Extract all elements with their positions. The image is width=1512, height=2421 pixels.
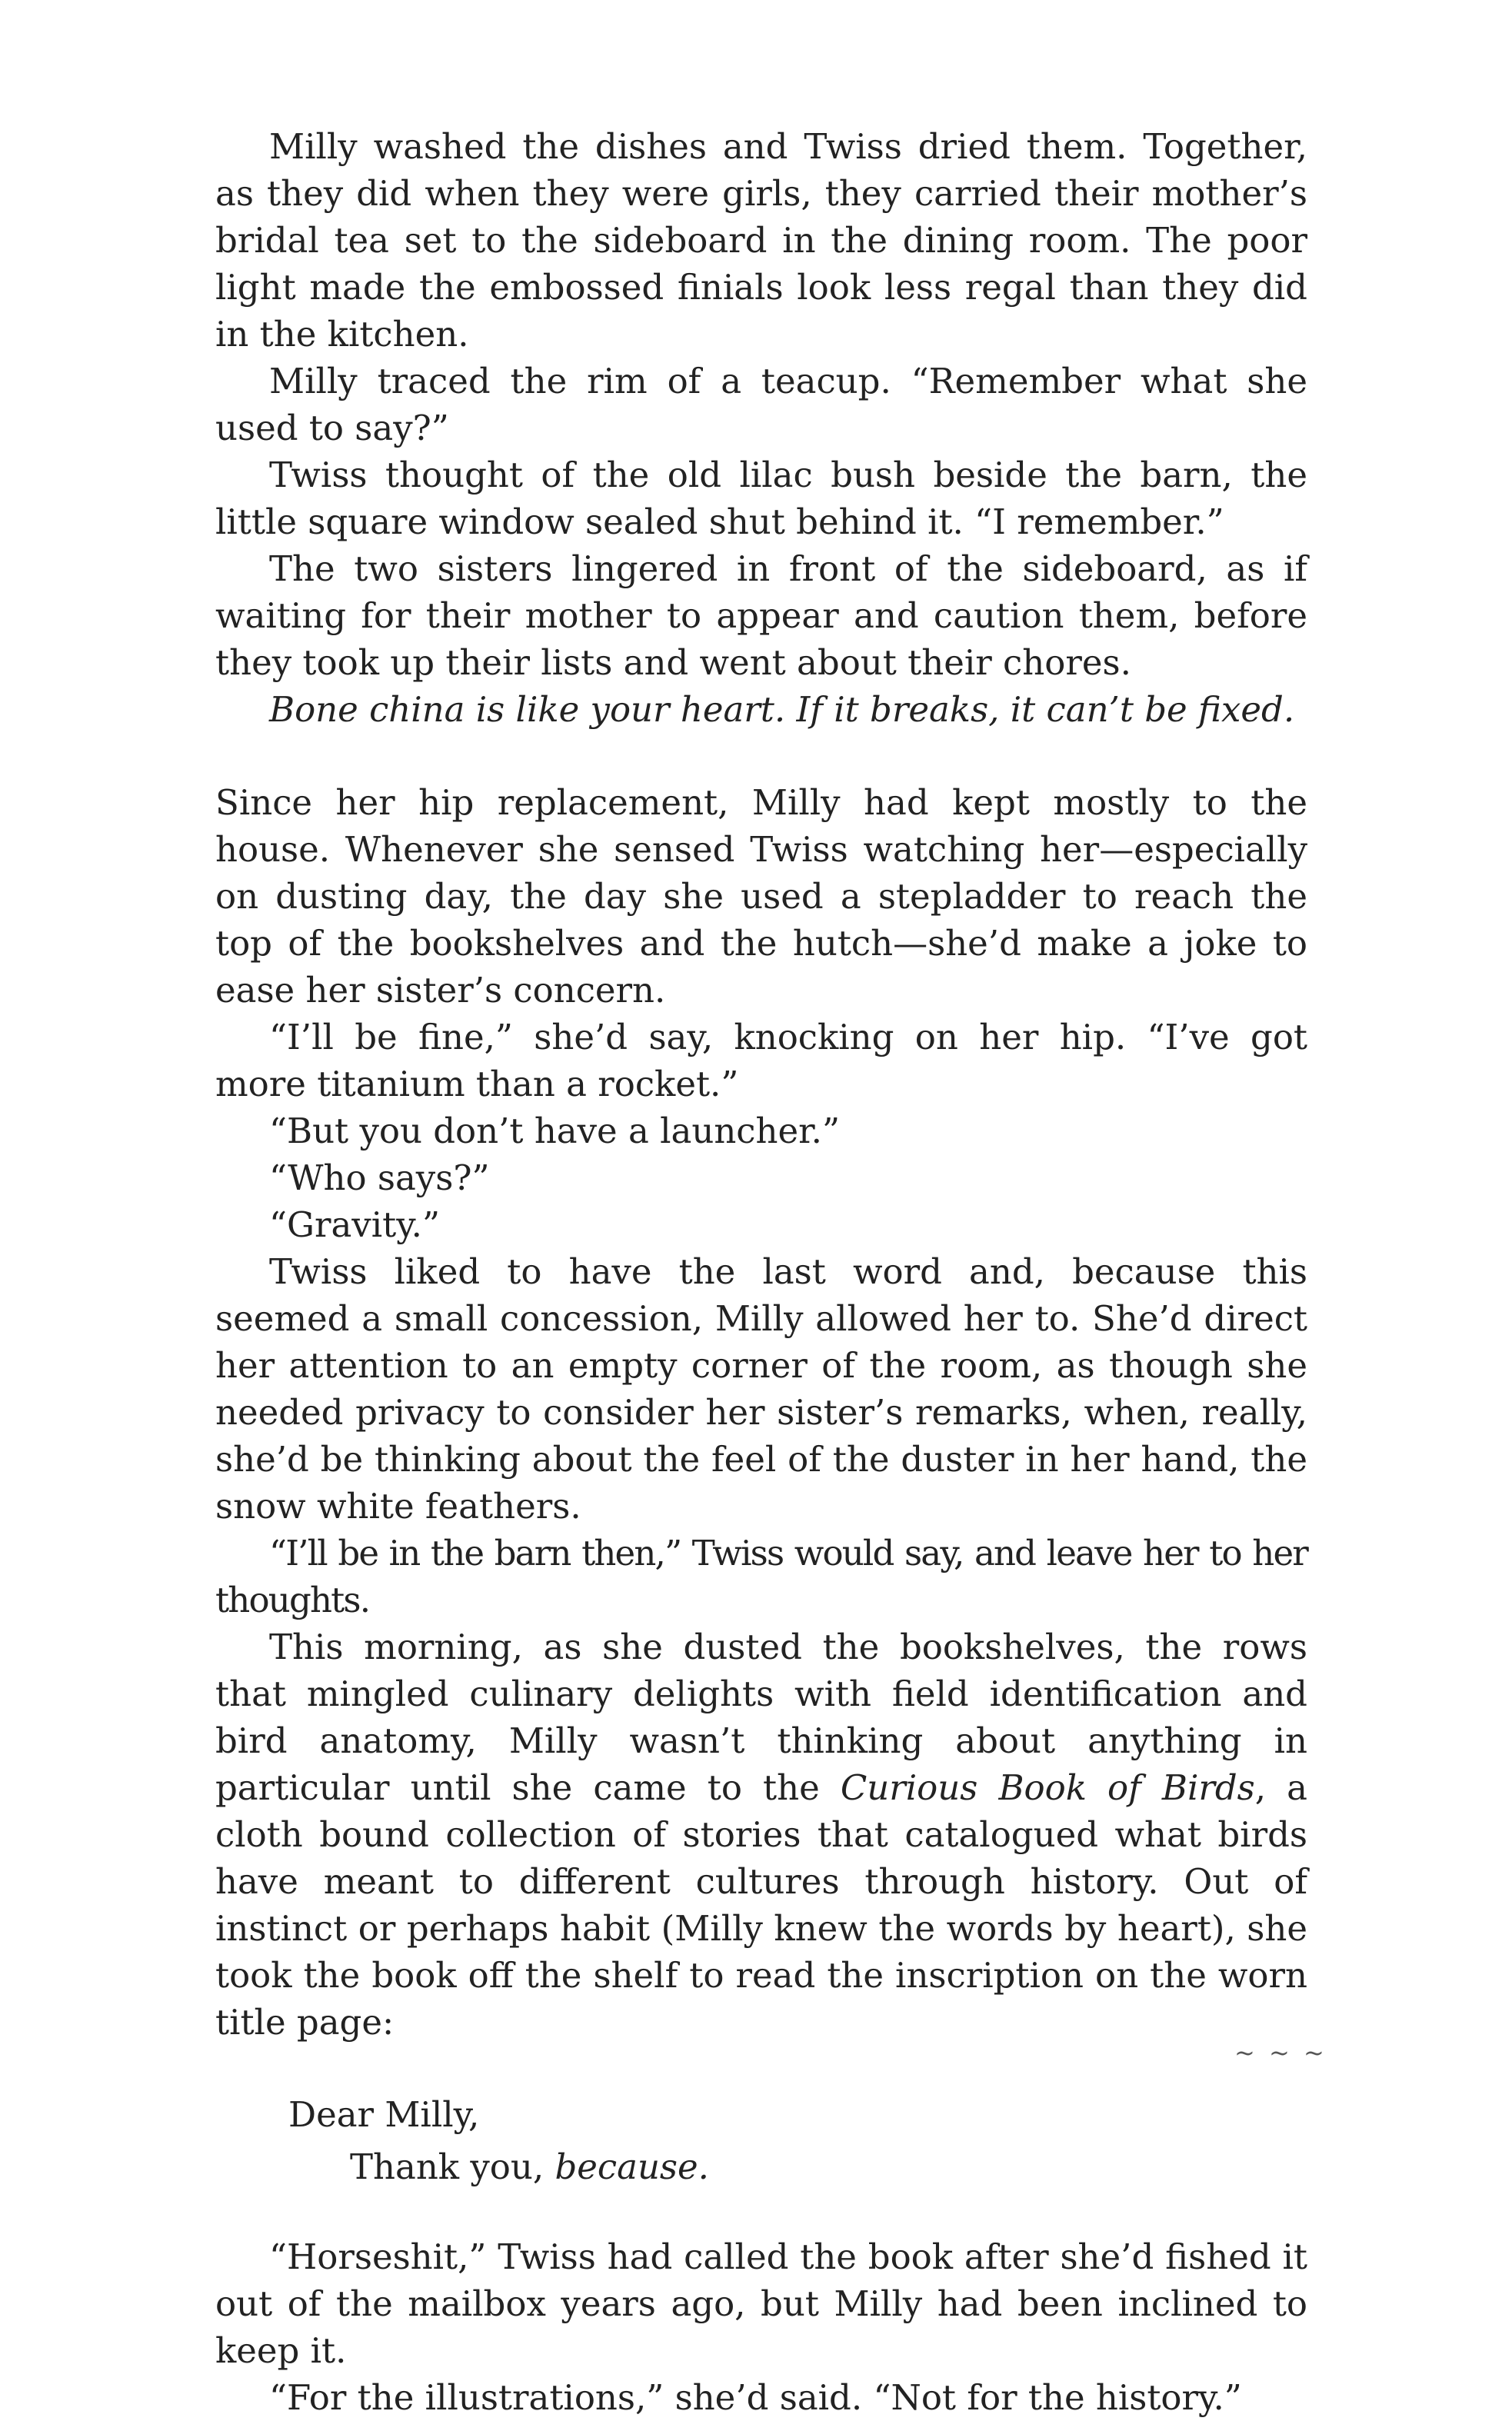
paragraph: “I’ll be in the barn then,” Twiss would say, and leave her to her thoughts.: [215, 1533, 1307, 1620]
paragraph: “Horseshit,” Twiss had called the book after she’d fished it out of the mailbox years ago, but Milly had been inclined to keep it.: [215, 2236, 1307, 2371]
section-mark: ~ ~ ~: [1234, 2038, 1327, 2067]
paragraph: [215, 1623, 1307, 2046]
inscription-body: [350, 2141, 1307, 2193]
text-run: Thank you,: [350, 2146, 555, 2187]
section-break: [215, 733, 1307, 779]
paragraph: Twiss thought of the old lilac bush beside the barn, the little square window sealed shut behind it. “I remember.”: [215, 455, 1307, 542]
paragraph: “Gravity.”: [269, 1204, 440, 1245]
italic-quote: Bone china is like your heart. If it breaks, it can’t be fixed.: [269, 689, 1295, 730]
text-run: , a cloth bound collection of stories that catalogued what birds have meant to different cultures through history. Out of instinct or perhaps habit (Milly knew the words by heart), she took the book off the shelf to read the inscription on the worn title page:: [215, 1767, 1308, 2043]
paragraph: “For the illustrations,” she’d said. “Not for the history.”: [269, 2377, 1242, 2418]
book-page: [215, 123, 1307, 2421]
paragraph: Since her hip replacement, Milly had kept mostly to the house. Whenever she sensed Twiss watching her—especially on dusting day, the day she used a stepladder to reach the top of the bookshelves and the hutch—she’d make a joke to ease her sister’s concern.: [215, 782, 1307, 1011]
book-title: Curious Book of Birds: [840, 1767, 1255, 1808]
paragraph: Milly traced the rim of a teacup. “Remember what she used to say?”: [215, 361, 1307, 448]
inscription: [215, 2089, 1307, 2193]
paragraph: The two sisters lingered in front of the sideboard, as if waiting for their mother to appear and caution them, before they took up their lists and went about their chores.: [215, 548, 1307, 683]
inscription-salutation: Dear Milly,: [288, 2094, 480, 2135]
paragraph: “But you don’t have a launcher.”: [269, 1111, 840, 1151]
paragraph: Twiss liked to have the last word and, because this seemed a small concession, Milly allowed her to. She’d direct her attention to an empty corner of the room, as though she needed privacy to consider her sister’s remarks, when, really, she’d be thinking about the feel of the duster in her hand, the snow white feathers.: [215, 1251, 1307, 1527]
text-run: This morning, as she dusted the bookshelves, the rows that mingled culinary delights with field identification and bird anatomy, Milly wasn’t thinking about anything in particular until she came to the: [215, 1627, 1307, 1808]
paragraph: “I’ll be fine,” she’d say, knocking on her hip. “I’ve got more titanium than a rocket.”: [215, 1017, 1307, 1104]
section-one: [215, 123, 1307, 733]
italic-word: because.: [555, 2146, 709, 2187]
section-two: [215, 779, 1307, 2421]
paragraph: Milly washed the dishes and Twiss dried them. Together, as they did when they were girls, they carried their mother’s bridal tea set to the sideboard in the dining room. The poor light made the embossed finials look less regal than they did in the kitchen.: [215, 126, 1307, 355]
paragraph: “Who says?”: [269, 1157, 490, 1198]
